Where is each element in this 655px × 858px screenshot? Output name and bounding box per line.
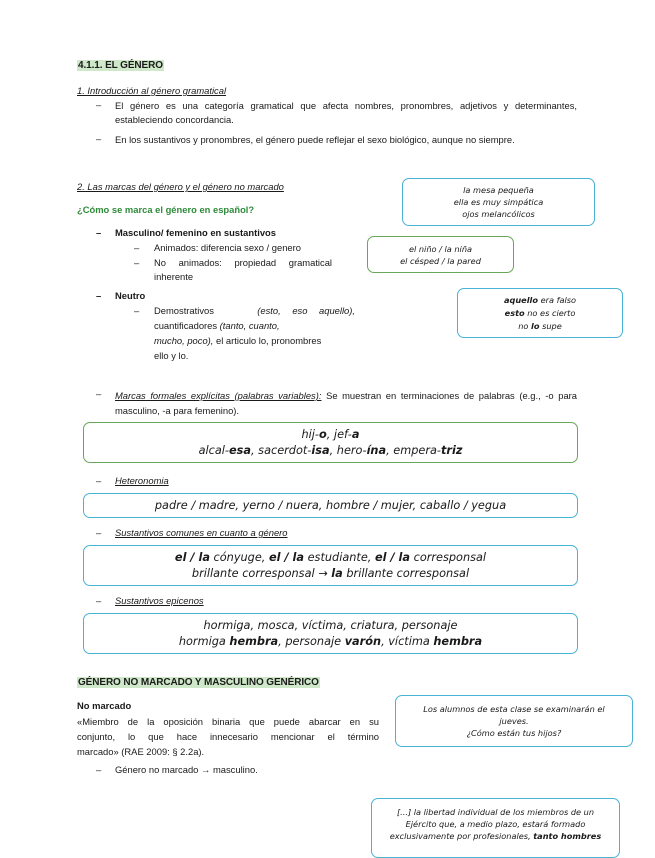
masc-fem-label: Masculino/ femenino en sustantivos	[115, 227, 276, 238]
ex-suffix: isa	[311, 444, 330, 457]
section-title: 4.1.1. EL GÉNERO	[78, 60, 163, 71]
note-line: ¿Cómo están tus hijos?	[466, 728, 562, 738]
bullet-dash: –	[96, 388, 102, 399]
cuantificadores-examples-2: mucho, poco),	[154, 335, 214, 346]
comunes-label: Sustantivos comunes en cuanto a género	[115, 527, 288, 538]
ex-part: hormiga	[178, 635, 230, 648]
note-ejercito	[371, 798, 620, 858]
ex-part: cónyuge,	[209, 551, 269, 564]
demostrativos-label: Demostrativos	[154, 305, 214, 316]
bullet-dash: –	[96, 290, 102, 301]
ello-text: ello y lo.	[154, 350, 189, 361]
note-word: era falso	[540, 295, 577, 305]
note-line: la mesa pequeña	[463, 185, 534, 195]
quote-line: «Miembro de la oposición binaria que puede abarcar en su	[77, 716, 379, 727]
bullet-dash: –	[96, 99, 102, 110]
ex-part: , personaje	[278, 635, 345, 648]
note-word: esto	[504, 308, 525, 318]
ex-part: brillante corresponsal	[342, 567, 470, 580]
quote-line: conjunto, lo que hace innecesario mencionar el término	[77, 731, 379, 742]
note-word: tanto hombres	[533, 831, 602, 841]
note-line: ojos melancólicos	[462, 209, 535, 219]
note-line: ella es muy simpática	[453, 197, 544, 207]
no-animados-text	[154, 257, 354, 268]
articulo-text: el articulo lo, pronombres	[216, 335, 322, 346]
formal-marks-label: Marcas formales explícitas (palabras variables):	[115, 390, 322, 401]
ex-part: alcal-	[198, 444, 229, 457]
note-line	[458, 294, 622, 307]
ex-bold: hembra	[433, 635, 483, 648]
bullet-dash: –	[96, 595, 102, 606]
note-line	[458, 320, 622, 333]
ex-suffix: a	[351, 428, 360, 441]
intro-bullet-2: En los sustantivos y pronombres, el género puede reflejar el sexo biológico, aunque no siempre.	[115, 134, 515, 145]
note-line: Ejército que, a medio plazo, estará formado	[405, 819, 586, 829]
note-word: supe	[542, 321, 562, 331]
demostrativos-examples: (esto, eso aquello),	[257, 305, 355, 316]
example-line	[84, 443, 577, 459]
ex-part: hij-	[301, 428, 319, 441]
ex-part: , jef-	[326, 428, 352, 441]
epicenos-label: Sustantivos epicenos	[115, 595, 204, 606]
note-line: el césped / la pared	[400, 256, 481, 266]
bullet-dash: –	[96, 227, 102, 238]
ex-suffix: triz	[441, 444, 463, 457]
no-marcado-label: No marcado	[77, 700, 132, 711]
note-alumnos	[395, 695, 633, 747]
note-word: no es cierto	[527, 308, 576, 318]
example-line	[84, 427, 577, 443]
note-word: aquello	[503, 295, 538, 305]
ex-suffix: esa	[228, 444, 251, 457]
example-box-heteronimia	[83, 493, 578, 518]
bullet-dash: –	[96, 527, 102, 538]
ex-part: brillante corresponsal →	[191, 567, 332, 580]
intro-heading: 1. Introducción al género gramatical	[77, 85, 227, 96]
example-line	[84, 550, 577, 566]
example-line	[84, 634, 577, 650]
cuantificadores-line	[154, 320, 280, 331]
note-concordancia	[402, 178, 595, 226]
ex-article: el / la	[174, 551, 210, 564]
bullet-dash: –	[96, 133, 102, 144]
no-marcado-bullet: Género no marcado → masculino.	[115, 764, 258, 775]
note-word: exclusivamente por profesionales,	[389, 831, 534, 841]
intro-bullet-1: El género es una categoría gramatical que afecta nombres, pronombres, adjetivos y determinantes, estableciendo concordancia.	[115, 100, 577, 125]
example-box-comunes	[83, 545, 578, 586]
no-animados-line: No animados: propiedad gramatical	[154, 257, 332, 268]
demostrativos-line	[154, 305, 355, 316]
formal-marks-text	[115, 388, 577, 418]
rae-quote	[77, 714, 379, 759]
ex-part: , sacerdot-	[251, 444, 312, 457]
note-ninos	[367, 236, 514, 273]
ex-article: el / la	[268, 551, 305, 564]
bullet-dash: –	[134, 257, 140, 268]
ex-suffix: ína	[366, 444, 387, 457]
example-line: hormiga, mosca, víctima, criatura, personaje	[203, 619, 458, 632]
bullet-dash: –	[134, 305, 140, 316]
note-word: no	[518, 321, 529, 331]
bullet-dash: –	[96, 475, 102, 486]
note-line	[372, 830, 619, 842]
no-animados-cont: inherente	[154, 271, 194, 282]
ex-part: , hero-	[329, 444, 367, 457]
ex-bold: hembra	[229, 635, 279, 648]
note-line: el niño / la niña	[408, 244, 473, 254]
heteronimia-label: Heteronomia	[115, 475, 169, 486]
ex-article: la	[331, 567, 343, 580]
marks-question: ¿Cómo se marca el género en español?	[77, 204, 255, 215]
note-line: Los alumnos de esta clase se examinarán el	[423, 704, 605, 714]
ex-part: corresponsal	[410, 551, 487, 564]
section-2-title: GÉNERO NO MARCADO Y MASCULINO GENÉRICO	[78, 677, 319, 688]
neutro-label: Neutro	[115, 290, 146, 301]
ex-part: , empera-	[386, 444, 442, 457]
marks-heading: 2. Las marcas del género y el género no marcado	[77, 181, 284, 192]
note-neutro	[457, 288, 623, 338]
cuantificadores-label: cuantificadores	[154, 320, 218, 331]
ex-suffix: o	[318, 428, 327, 441]
bullet-dash: –	[96, 764, 102, 775]
note-line: [...] la libertad individual de los miembros de un	[396, 807, 595, 817]
animados-text: Animados: diferencia sexo / genero	[154, 242, 301, 253]
ex-bold: varón	[344, 635, 382, 648]
note-word: lo	[531, 321, 540, 331]
example-line	[84, 566, 577, 582]
example-line: padre / madre, yerno / nuera, hombre / mujer, caballo / yegua	[154, 499, 507, 512]
ex-article: el / la	[375, 551, 411, 564]
note-line: jueves.	[499, 716, 529, 726]
cuantificadores-line-2	[154, 335, 321, 346]
note-line	[458, 307, 622, 320]
example-box-formal	[83, 422, 578, 463]
formal-marks-desc: Se muestran en terminaciones de palabras (e.g., -o para masculino, -a para femenino).	[115, 390, 577, 416]
ex-part: , víctima	[381, 635, 434, 648]
cuantificadores-examples: (tanto, cuanto,	[219, 320, 280, 331]
ex-part: estudiante,	[304, 551, 375, 564]
example-box-epicenos	[83, 613, 578, 654]
bullet-dash: –	[134, 242, 140, 253]
quote-line: marcado» (RAE 2009: § 2.2a).	[77, 746, 205, 757]
